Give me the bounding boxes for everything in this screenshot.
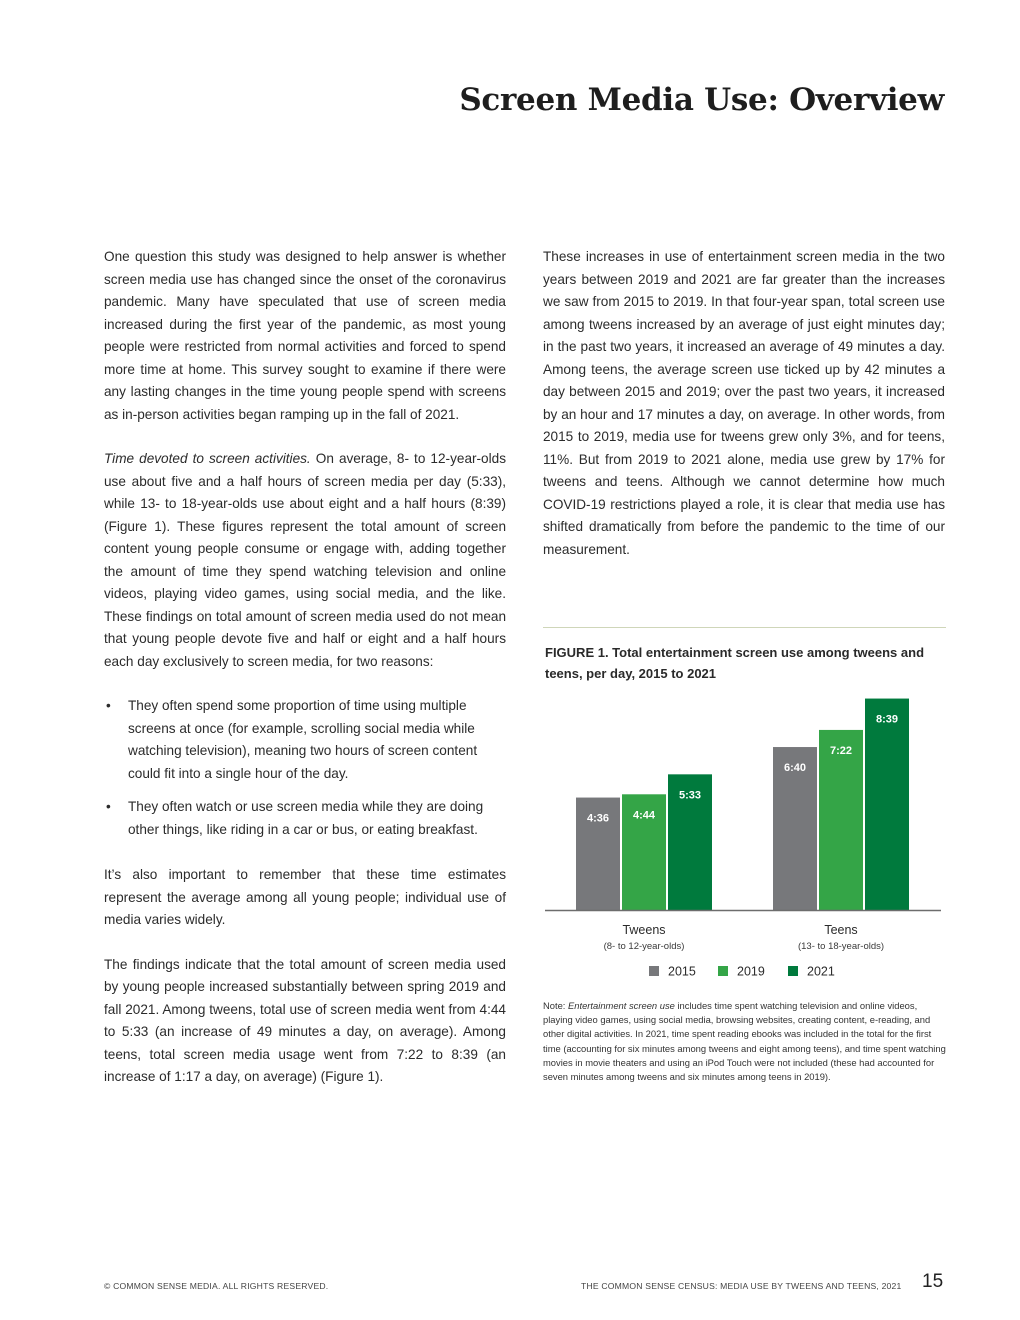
legend-label-2021: 2021 xyxy=(807,964,835,979)
note-text: includes time spent watching television and online videos, playing video games, using social media, browsing websites, creating content, e-reading, and other digital activities. In 2021, time spent reading ebooks was included in the total for the first time (accounting for six minutes among tweens and eight among teens), and time spent watching movies in movie theaters and using an iPod Touch were not included (these had accounted for seven minutes among tweens and six minutes among teens in 2019). xyxy=(543,1000,946,1083)
bar-teens-2021 xyxy=(865,699,909,910)
reasons-list xyxy=(104,695,506,841)
category-label: Tweens xyxy=(622,923,666,937)
legend-label-2015: 2015 xyxy=(668,964,696,979)
figure-divider xyxy=(543,627,946,628)
time-devoted-paragraph xyxy=(104,448,506,673)
time-devoted-text: On average, 8- to 12-year-olds use about five and a half hours of screen media per day (5:33), while 13- to 18-year-olds use about eight and a half hours (8:39) (Figure 1). These figures represent the total amount of screen content young people consume or engage with, adding together the amount of time they spend watching television and online videos, playing video games, using social media, and the like. These findings on total amount of screen media used do not mean that young people devote five and half or eight and a half hours each day exclusively to screen media, for two reasons: xyxy=(104,451,506,669)
reason-list-item: • They often watch or use screen media while they are doing other things, like riding in a car or bus, or eating breakfast. xyxy=(104,796,506,841)
page-title: Screen Media Use: Overview xyxy=(459,82,944,118)
footer-publication-title: THE COMMON SENSE CENSUS: MEDIA USE BY TWEENS AND TEENS, 2021 xyxy=(581,1281,902,1291)
bar-value-label: 5:33 xyxy=(678,789,702,802)
time-devoted-heading: Time devoted to screen activities. xyxy=(104,451,311,466)
figure-caption: FIGURE 1. Total entertainment screen use among tweens and teens, per day, 2015 to 2021 xyxy=(545,645,925,681)
bar-value-label: 7:22 xyxy=(829,744,853,757)
estimates-paragraph: It’s also important to remember that these time estimates represent the average among all young people; individual use of media varies widely. xyxy=(104,867,506,927)
legend-swatch-2021 xyxy=(788,966,798,976)
note-term: Entertainment screen use xyxy=(568,1000,675,1011)
category-sublabel: (13- to 18-year-olds) xyxy=(797,941,885,952)
category-label: Teens xyxy=(824,923,858,937)
note-label: Note: xyxy=(543,1000,569,1011)
bar-value-label: 8:39 xyxy=(875,713,899,726)
bar-value-label: 6:40 xyxy=(783,762,807,775)
footer-copyright: © COMMON SENSE MEDIA. ALL RIGHTS RESERVED. xyxy=(104,1281,329,1291)
findings-paragraph: The findings indicate that the total amount of screen media used by young people increased substantially between spring 2019 and fall 2021. Among tweens, total use of screen media went from 4:44 to 5:33 (an increase of 49 minutes a day, on average). Among teens, total screen media usage went from 7:22 to 8:39 (an increase of 1:17 a day, on average) (Figure 1). xyxy=(104,956,506,1084)
legend-label-2019: 2019 xyxy=(737,964,765,979)
bar-value-label: 4:36 xyxy=(586,812,610,825)
increases-paragraph: These increases in use of entertainment screen media in the two years between 2019 and 2021 are far greater than the increases we saw from 2015 to 2019. In that four-year span, total screen use among tweens increased by an average of just eight minutes day; in the past two years, it increased an average of 49 minutes a day. Among teens, the average screen use ticked up by 42 minutes a day between 2015 and 2019; over the past two years, it increased by an hour and 17 minutes a day, on average. In other words, from 2015 to 2019, media use for tweens grew only 3%, and for teens, 11%. But from 2019 to 2021 alone, media use grew by 17% for tweens and teens. Although we cannot determine how much COVID-19 restrictions played a role, it is clear that media use has shifted dramatically from before the pandemic to the time of our measurement. xyxy=(543,249,945,557)
right-column xyxy=(543,246,945,583)
category-sublabel: (8- to 12-year-olds) xyxy=(603,941,685,952)
reason-list-item: • They often spend some proportion of time using multiple screens at once (for example, scrolling social media while watching television), meaning two hours of screen content could fit into a single hour of the day. xyxy=(104,695,506,785)
screen-use-bar-chart xyxy=(540,690,950,990)
legend-swatch-2015 xyxy=(649,966,659,976)
figure-note xyxy=(543,999,946,1084)
intro-paragraph: One question this study was designed to help answer is whether screen media use has changed since the onset of the coronavirus pandemic. Many have speculated that use of screen media increased during the first year of the pandemic, as most young people were restricted from normal activities and forced to spend more time at home. This survey sought to examine if there were any lasting changes in the time young people spend with screens as in-person activities began ramping up in the fall of 2021. xyxy=(104,249,506,422)
bar-value-label: 4:44 xyxy=(632,809,656,822)
page-number: 15 xyxy=(922,1271,944,1292)
left-column xyxy=(104,246,506,1111)
legend-swatch-2019 xyxy=(718,966,728,976)
